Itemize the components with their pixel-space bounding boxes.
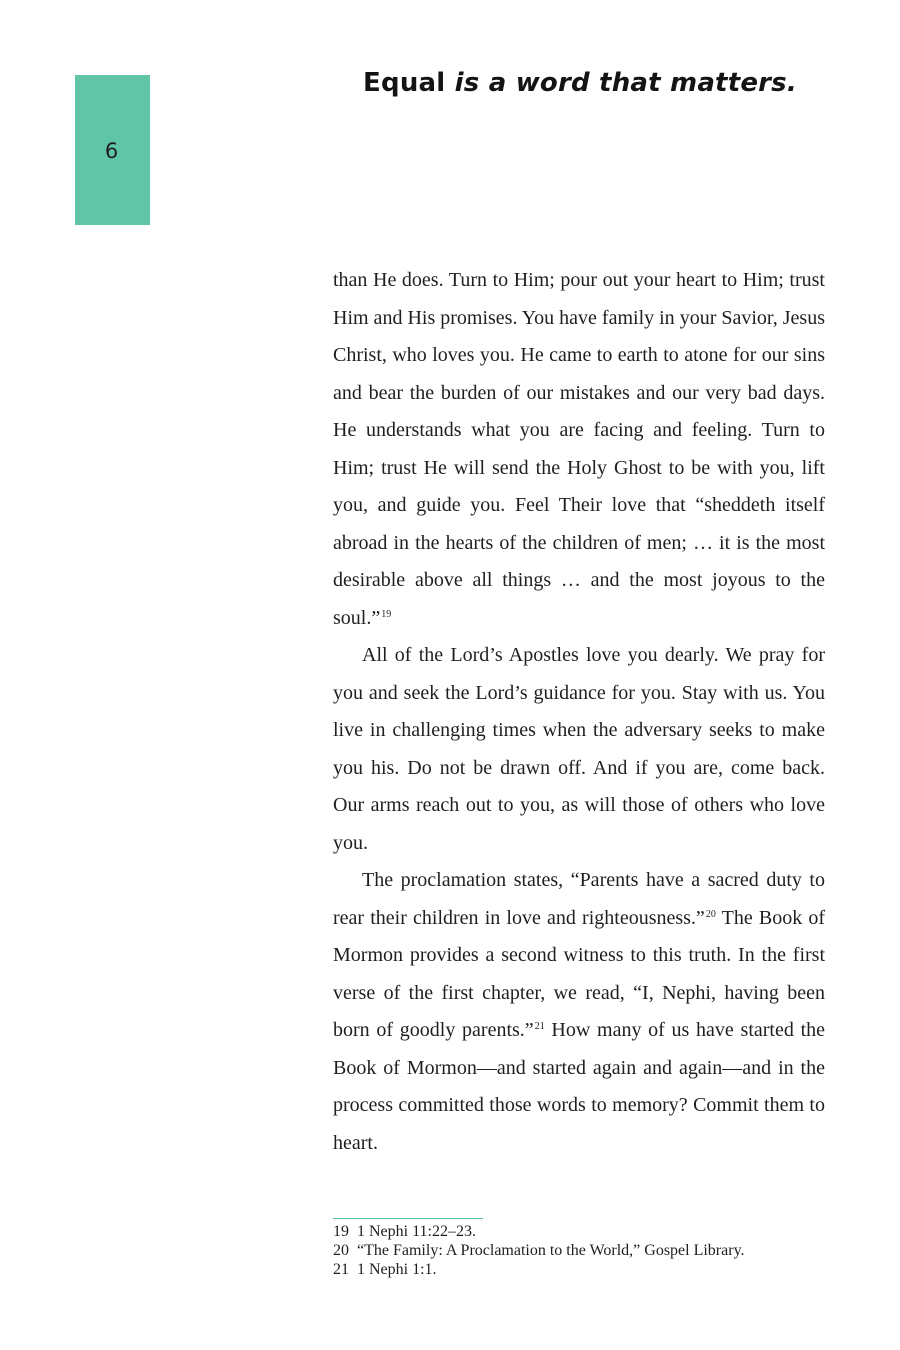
footnote-number: 20 — [333, 1242, 349, 1259]
footnote-number: 21 — [333, 1261, 349, 1278]
footnote-ref: 20 — [705, 908, 716, 920]
page-title — [330, 68, 830, 98]
page-number-tab — [75, 75, 150, 225]
footnote — [333, 1260, 825, 1279]
footnote-divider — [333, 1218, 483, 1219]
paragraph-text: The proclamation states, “Parents have a sacred duty to rear their children in love and righteousness.” — [333, 869, 825, 929]
page-number: 6 — [104, 139, 119, 163]
footnote — [333, 1241, 825, 1260]
paragraph-text: than He does. Turn to Him; pour out your heart to Him; trust Him and His promises. You have family in your Savior, Jesus Christ, who loves you. He came to earth to atone for our sins and bear the burden of our mistakes and our very bad days. He understands what you are facing and feeling. Turn to Him; trust He will send the Holy Ghost to be with you, lift you, and guide you. Feel Their love that “sheddeth itself abroad in the hearts of the children of men; … it is the most desirable above all things … and the most joyous to the soul.” — [333, 269, 825, 629]
page-title-lead: Equal — [363, 68, 446, 98]
paragraph — [333, 637, 825, 862]
paragraph-text: The Book of Mormon provides a second witness to this truth. In the first verse of the first chapter, we read, “I, Nephi, having been born of goodly parents.” — [333, 906, 826, 1041]
footnote-ref: 19 — [381, 608, 392, 620]
footnote-text: 1 Nephi 11:22–23. — [357, 1223, 476, 1240]
footnote-text: 1 Nephi 1:1. — [357, 1261, 437, 1278]
footnote-ref: 21 — [534, 1021, 545, 1032]
paragraph — [333, 862, 825, 1162]
paragraph — [333, 262, 825, 637]
footnote-number: 19 — [333, 1223, 349, 1240]
paragraph-text: How many of us have started the Book of Mormon—and started again and again—and in the process committed those words to memory? Commit them to heart. — [333, 1019, 826, 1154]
body-text — [333, 262, 825, 1162]
footnotes — [333, 1222, 825, 1279]
footnote — [333, 1222, 825, 1241]
page-title-rest: is a word that matters. — [454, 68, 797, 98]
paragraph-text: All of the Lord’s Apostles love you dearly. We pray for you and seek the Lord’s guidance for you. Stay with us. You live in challenging times when the adversary seeks to make you his. Do not be drawn off. And if you are, come back. Our arms reach out to you, as will those of others who love you. — [333, 644, 825, 854]
footnote-text: “The Family: A Proclamation to the World,” Gospel Library. — [357, 1242, 745, 1259]
